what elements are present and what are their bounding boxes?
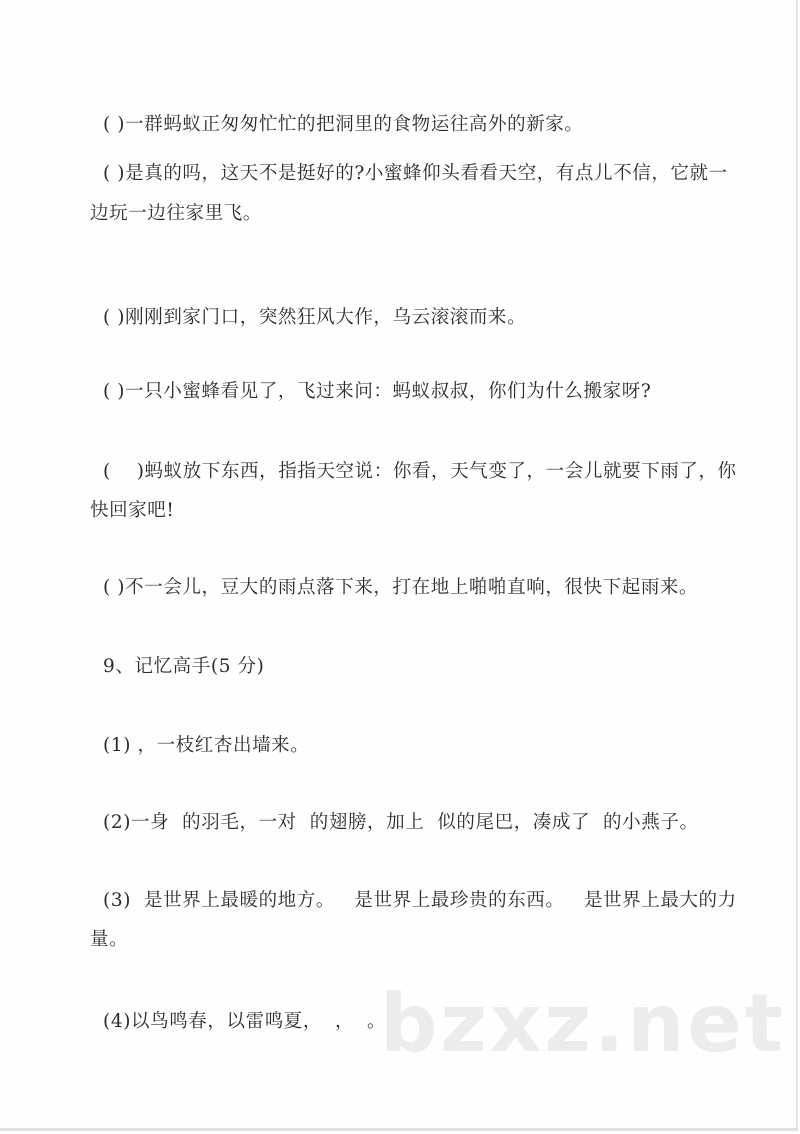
question-9-item-4: (4)以鸟鸣春，以雷鸣夏， ， 。	[103, 1011, 387, 1032]
sentence-ordering-item-2-line-2: 边玩一边往家里飞。	[90, 203, 262, 224]
sentence-ordering-item-3: ( )刚刚到家门口，突然狂风大作，乌云滚滚而来。	[103, 307, 527, 328]
question-9-item-1: (1) ，一枝红杏出墙来。	[103, 735, 310, 756]
sentence-ordering-item-5-line-1: ( )蚂蚁放下东西，指指天空说：你看，天气变了，一会儿就要下雨了，你	[103, 461, 737, 482]
question-9-heading: 9、记忆高手(5 分)	[103, 656, 265, 677]
sentence-ordering-item-4: ( )一只小蜜蜂看见了，飞过来问：蚂蚁叔叔，你们为什么搬家呀?	[103, 381, 652, 402]
sentence-ordering-item-5-line-2: 快回家吧!	[90, 500, 175, 521]
question-9-item-3-line-1: (3) 是世界上最暖的地方。 是世界上最珍贵的东西。 是世界上最大的力	[103, 890, 737, 911]
site-watermark: bzxz.net	[380, 977, 786, 1070]
question-9-item-2: (2)一身 的羽毛，一对 的翅膀，加上 似的尾巴，凑成了 的小燕子。	[103, 812, 699, 833]
sentence-ordering-item-6: ( )不一会儿，豆大的雨点落下来，打在地上啪啪直响，很快下起雨来。	[103, 577, 699, 598]
question-9-item-3-line-2: 量。	[90, 929, 129, 950]
sentence-ordering-item-1: ( )一群蚂蚁正匆匆忙忙的把洞里的食物运往高外的新家。	[103, 114, 584, 135]
sentence-ordering-item-2-line-1: ( )是真的吗，这天不是挺好的?小蜜蜂仰头看看天空，有点儿不信，它就一	[103, 163, 728, 184]
